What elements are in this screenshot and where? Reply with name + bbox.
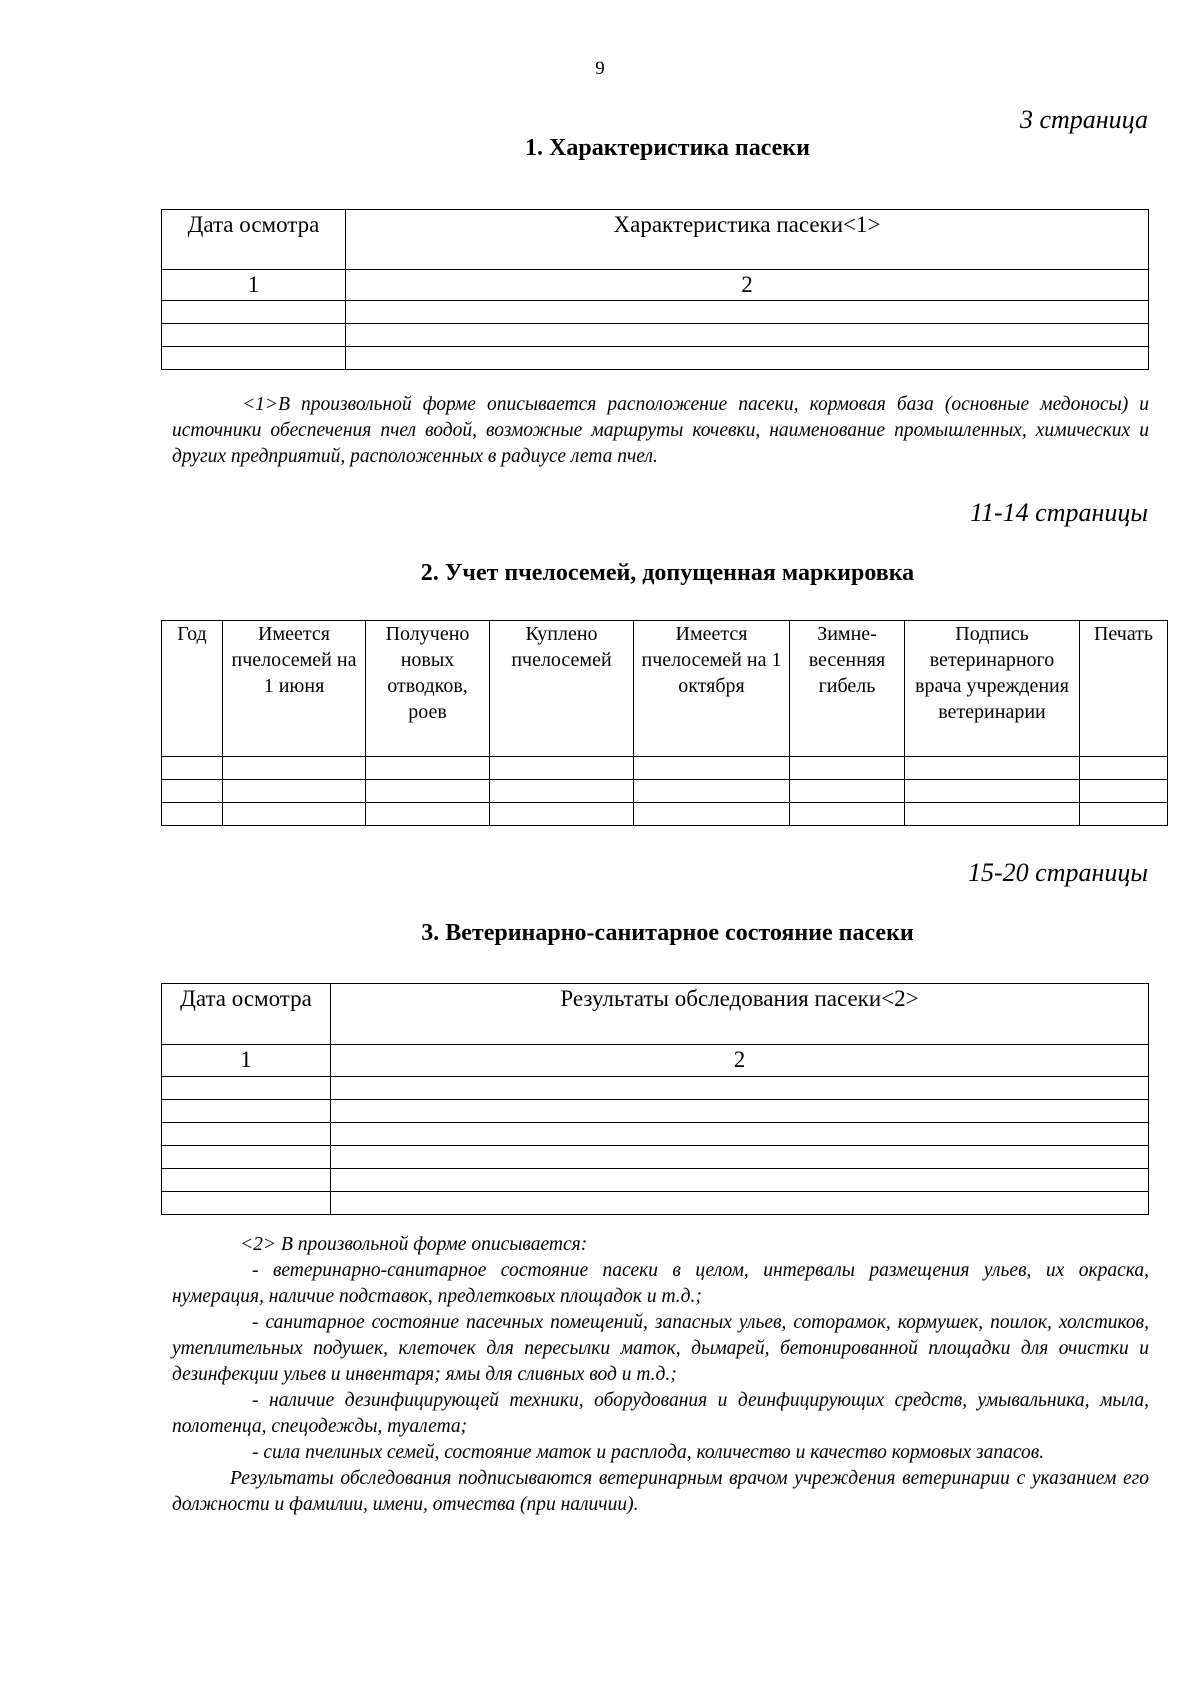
table-cell[interactable]: [1080, 803, 1168, 826]
header-cell-date: Дата осмотра: [162, 984, 331, 1045]
table-cell[interactable]: [162, 1100, 331, 1123]
table-cell[interactable]: [162, 347, 346, 370]
table-cell[interactable]: [634, 780, 790, 803]
table-cell[interactable]: [162, 1146, 331, 1169]
table-cell[interactable]: [366, 757, 490, 780]
table-row: [162, 1123, 1149, 1146]
header-cell-june-colonies: Имеется пчелосемей на 1 июня: [223, 621, 366, 757]
header-cell-characteristic: Характеристика пасеки<1>: [346, 210, 1149, 270]
index-cell: 2: [346, 270, 1149, 301]
section2-page-ref: 11-14 страницы: [969, 498, 1148, 527]
table-cell[interactable]: [223, 780, 366, 803]
table-row: [162, 1146, 1149, 1169]
section3-page-ref: 15-20 страницы: [968, 858, 1148, 887]
header-cell-stamp: Печать: [1080, 621, 1168, 757]
table-cell[interactable]: [346, 301, 1149, 324]
table-row: [162, 324, 1149, 347]
table-row: [162, 803, 1168, 826]
table-cell[interactable]: [346, 347, 1149, 370]
header-cell-october-colonies: Имеется пчелосемей на 1 октября: [634, 621, 790, 757]
section2-table: [161, 620, 1168, 826]
header-cell-bought: Куплено пчелосемей: [490, 621, 634, 757]
table-cell[interactable]: [331, 1100, 1149, 1123]
table-cell[interactable]: [331, 1146, 1149, 1169]
table-cell[interactable]: [223, 757, 366, 780]
table-row: [162, 1077, 1149, 1100]
section2-title: 2. Учет пчелосемей, допущенная маркировка: [420, 560, 915, 586]
section1-title: 1. Характеристика пасеки: [525, 135, 810, 161]
page-number: 9: [595, 58, 605, 79]
footnote-closing: Результаты обследования подписываются ветеринарным врачом учреждения ветеринарии с указанием его должности и фамилии, имени, отчества (при наличии).: [172, 1468, 1149, 1515]
table-cell[interactable]: [490, 780, 634, 803]
table-cell[interactable]: [162, 301, 346, 324]
section3-footnote: [172, 1232, 1149, 1518]
section3-table: [161, 983, 1149, 1215]
table-cell[interactable]: [162, 1169, 331, 1192]
table-row: [162, 301, 1149, 324]
table-cell[interactable]: [905, 803, 1080, 826]
table-row: [162, 1169, 1149, 1192]
footnote-item: - сила пчелиных семей, состояние маток и расплода, количество и качество кормовых запасов.: [252, 1442, 1045, 1463]
table-header-row: [162, 210, 1149, 270]
section1-footnote: <1>В произвольной форме описывается расположение пасеки, кормовая база (основные медоносы) и источники обеспечения пчел водой, возможные маршруты кочевки, наименование промышленных, химических и других предприятий, расположенных в радиусе лета пчел.: [172, 394, 1149, 467]
section3-title: 3. Ветеринарно-санитарное состояние пасеки: [421, 920, 914, 946]
table-cell[interactable]: [162, 324, 346, 347]
section1-page-ref: 3 страница: [1019, 105, 1148, 134]
table-cell[interactable]: [634, 757, 790, 780]
table-cell[interactable]: [331, 1192, 1149, 1215]
footnote-item: - ветеринарно-санитарное состояние пасеки в целом, интервалы размещения ульев, их окраска, нумерация, наличие подставок, предлетковых площадок и т.д.;: [172, 1260, 1149, 1307]
table-header-row: [162, 984, 1149, 1045]
table-cell[interactable]: [162, 757, 223, 780]
table-cell[interactable]: [366, 780, 490, 803]
table-cell[interactable]: [162, 1192, 331, 1215]
table-header-row: [162, 621, 1168, 757]
table-cell[interactable]: [162, 1123, 331, 1146]
table-cell[interactable]: [790, 780, 905, 803]
table-cell[interactable]: [331, 1077, 1149, 1100]
table-cell[interactable]: [223, 803, 366, 826]
table-row: [162, 757, 1168, 780]
table-row: [162, 1192, 1149, 1215]
table-row: [162, 1100, 1149, 1123]
table-cell[interactable]: [490, 757, 634, 780]
index-cell: 2: [331, 1045, 1149, 1077]
index-cell: 1: [162, 270, 346, 301]
header-cell-year: Год: [162, 621, 223, 757]
table-index-row: [162, 1045, 1149, 1077]
table-cell[interactable]: [331, 1123, 1149, 1146]
table-row: [162, 347, 1149, 370]
header-cell-results: Результаты обследования пасеки<2>: [331, 984, 1149, 1045]
header-cell-vet-signature: Подпись ветеринарного врача учреждения ветеринарии: [905, 621, 1080, 757]
section1-table: [161, 209, 1149, 370]
header-cell-new-swarms: Получено новых отводков, роев: [366, 621, 490, 757]
table-cell[interactable]: [162, 780, 223, 803]
table-cell[interactable]: [634, 803, 790, 826]
table-cell[interactable]: [1080, 757, 1168, 780]
table-index-row: [162, 270, 1149, 301]
table-cell[interactable]: [790, 803, 905, 826]
table-cell[interactable]: [162, 1077, 331, 1100]
table-cell[interactable]: [905, 780, 1080, 803]
index-cell: 1: [162, 1045, 331, 1077]
table-cell[interactable]: [346, 324, 1149, 347]
footnote-item: - санитарное состояние пасечных помещений, запасных ульев, соторамок, кормушек, поилок, холстиков, утеплительных подушек, клеточек для пересылки маток, дымарей, бетонированной площадки для очистки и дезинфекции ульев и инвентаря; ямы для сливных вод и т.д.;: [172, 1312, 1149, 1385]
table-cell[interactable]: [790, 757, 905, 780]
table-row: [162, 780, 1168, 803]
table-cell[interactable]: [162, 803, 223, 826]
footnote-item: - наличие дезинфицирующей техники, оборудования и деинфицирующих средств, умывальника, мыла, полотенца, спецодежды, туалета;: [172, 1390, 1149, 1437]
table-cell[interactable]: [331, 1169, 1149, 1192]
table-cell[interactable]: [905, 757, 1080, 780]
table-cell[interactable]: [366, 803, 490, 826]
table-cell[interactable]: [490, 803, 634, 826]
header-cell-date: Дата осмотра: [162, 210, 346, 270]
header-cell-winter-loss: Зимне-весенняя гибель: [790, 621, 905, 757]
table-cell[interactable]: [1080, 780, 1168, 803]
footnote-intro: <2> В произвольной форме описывается:: [240, 1234, 588, 1255]
